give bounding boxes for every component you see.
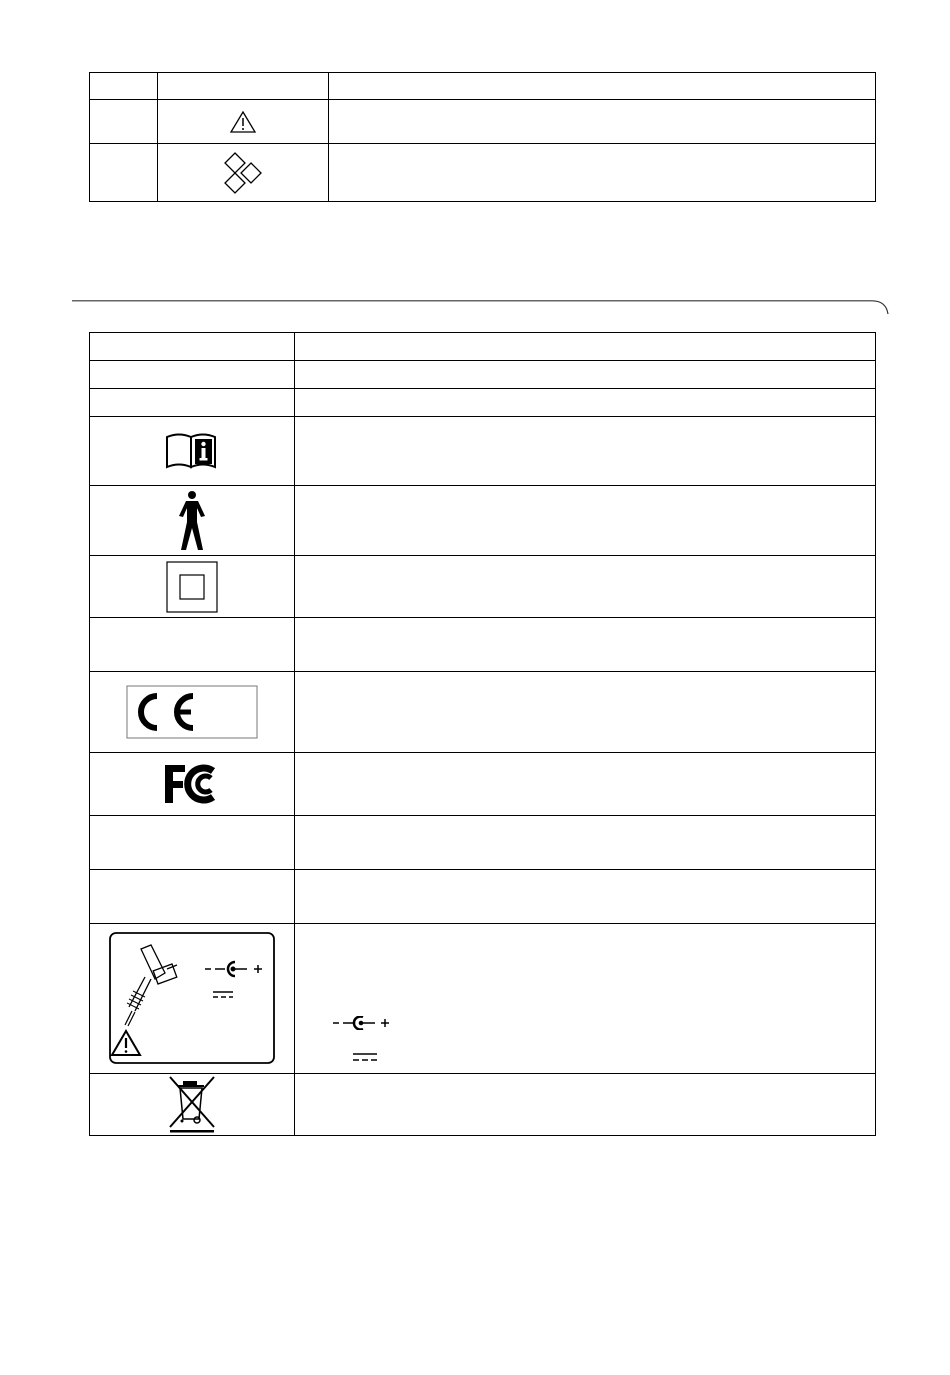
table-row: [90, 73, 876, 100]
description-cell: [295, 618, 876, 672]
symbol-cell: [90, 870, 295, 924]
table-row: [90, 618, 876, 672]
symbol-cell: [90, 618, 295, 672]
table-row: [90, 333, 876, 361]
symbol-cell: [90, 924, 295, 1074]
description-cell: [295, 333, 876, 361]
row-num-cell: [90, 144, 158, 202]
table-row: [90, 924, 876, 1074]
table-row: [90, 672, 876, 753]
description-cell: [295, 417, 876, 486]
description-cell: [295, 1074, 876, 1136]
table-row: [90, 816, 876, 870]
description-cell: [295, 816, 876, 870]
warning-triangle-icon: [112, 1031, 140, 1055]
power-adapter-label-icon: [107, 931, 277, 1067]
table-row: [90, 389, 876, 417]
description-cell: [295, 753, 876, 816]
symbol-cell: [90, 333, 295, 361]
symbol-cell: [158, 144, 329, 202]
polarity-icon: [205, 962, 262, 976]
description-cell: [329, 100, 876, 144]
warning-triangle-icon: [229, 110, 257, 134]
read-instructions-icon: [164, 431, 220, 471]
table-row: [90, 556, 876, 618]
table-row: [90, 417, 876, 486]
symbols-table: [89, 332, 876, 1136]
table-row: [90, 486, 876, 556]
table-row: [90, 100, 876, 144]
description-cell: [295, 486, 876, 556]
description-cell: [295, 556, 876, 618]
table-row: [90, 361, 876, 389]
ce-mark-icon: [126, 685, 258, 739]
top-table: [89, 72, 876, 202]
description-cell: [329, 144, 876, 202]
symbol-cell: [90, 389, 295, 417]
symbol-cell: [90, 361, 295, 389]
type-b-applied-part-icon: [172, 490, 212, 552]
symbol-cell: [90, 486, 295, 556]
stacked-diamonds-icon: [221, 151, 265, 195]
table-row: [90, 144, 876, 202]
dc-current-icon: [213, 992, 233, 997]
description-cell: [295, 361, 876, 389]
symbol-cell: [90, 556, 295, 618]
dc-current-icon: [351, 1052, 379, 1062]
header-cell-num: [90, 73, 158, 100]
symbol-cell: [90, 1074, 295, 1136]
symbol-cell: [90, 672, 295, 753]
description-cell: [295, 389, 876, 417]
plug-icon: [125, 945, 177, 1026]
symbol-cell: [90, 816, 295, 870]
table-row: [90, 1074, 876, 1136]
weee-crossed-bin-icon: [164, 1075, 220, 1135]
description-cell: [295, 870, 876, 924]
table-row: [90, 870, 876, 924]
table-row: [90, 753, 876, 816]
row-num-cell: [90, 100, 158, 144]
header-cell-symbol: [158, 73, 329, 100]
class-ii-double-insulation-icon: [165, 560, 219, 614]
section-divider: [72, 300, 890, 320]
fcc-logo-icon: [163, 763, 221, 805]
description-cell: [295, 924, 876, 1074]
header-cell-description: [329, 73, 876, 100]
description-cell: [295, 672, 876, 753]
polarity-icon: [331, 1016, 397, 1030]
symbol-cell: [158, 100, 329, 144]
symbol-cell: [90, 753, 295, 816]
symbol-cell: [90, 417, 295, 486]
